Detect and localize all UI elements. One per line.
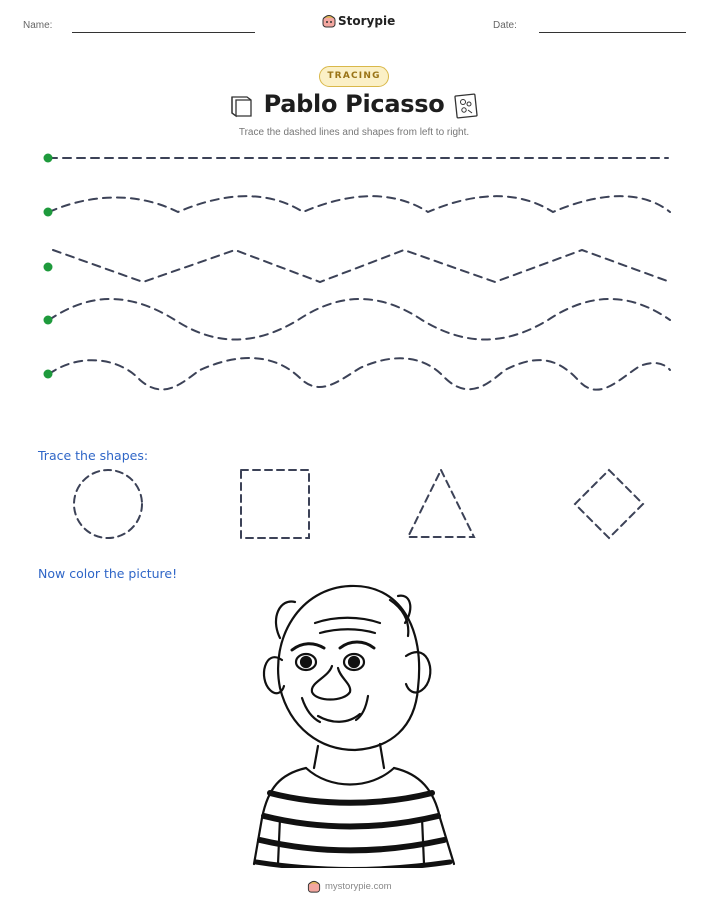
date-label: Date:: [493, 20, 517, 31]
brand-logo: [322, 12, 396, 32]
tracing-lines: [0, 140, 709, 400]
footer-url[interactable]: mystorypie.com: [325, 881, 392, 892]
book-icon: [229, 93, 255, 119]
pie-mascot-icon: [322, 13, 336, 29]
start-dot-4: [44, 316, 53, 325]
tracing-line-wave: [49, 299, 670, 340]
brand-name: Storypie: [338, 14, 396, 28]
shapes-section-label: Trace the shapes:: [38, 448, 149, 463]
name-line[interactable]: [72, 32, 255, 33]
shape-square: [241, 470, 309, 538]
picasso-portrait-illustration: [240, 578, 470, 868]
coloring-section-label: Now color the picture!: [38, 566, 178, 581]
instructions: Trace the dashed lines and shapes from left to right.: [238, 127, 470, 138]
start-dot-3: [44, 263, 53, 272]
shape-triangle: [408, 470, 474, 537]
name-label: Name:: [23, 20, 53, 31]
shape-diamond: [575, 470, 643, 538]
tracing-badge: TRACING: [319, 66, 389, 87]
pie-mascot-icon: [307, 879, 321, 894]
page-title: Pablo Picasso: [263, 90, 445, 118]
date-line[interactable]: [539, 32, 686, 33]
tracing-line-gentle-wave: [49, 196, 670, 212]
tracing-line-zigzag: [53, 250, 670, 282]
painting-icon: [453, 92, 479, 120]
start-dot-2: [44, 208, 53, 217]
start-dot-1: [44, 154, 53, 163]
footer: [307, 878, 417, 896]
tracing-shapes: [0, 462, 709, 552]
tracing-line-deep-wave: [49, 358, 670, 390]
start-dot-5: [44, 370, 53, 379]
shape-circle: [74, 470, 142, 538]
